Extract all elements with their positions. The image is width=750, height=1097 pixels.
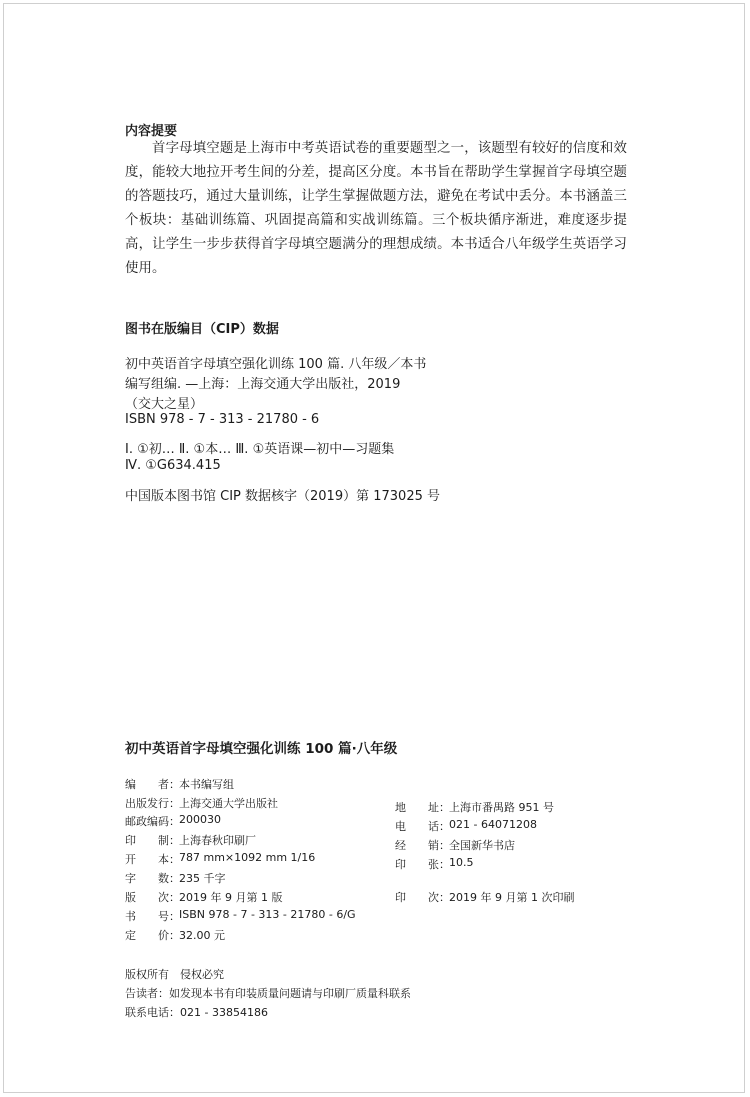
info-value-format: 787 mm×1092 mm 1/16 [179, 851, 316, 864]
cip-line: 初中英语首字母填空强化训练 100 篇. 八年级／本书 [125, 357, 427, 372]
info-label-printer: 印 制： [125, 834, 180, 847]
cip-line: 编写组编. —上海：上海交通大学出版社，2019 [125, 377, 401, 392]
info-label-format: 开 本： [125, 853, 180, 866]
info-label-publisher: 出版发行： [125, 797, 180, 810]
info-value-postcode: 200030 [179, 813, 221, 826]
info-label-isbn: 书 号： [125, 910, 180, 923]
info-value-printer: 上海春秋印刷厂 [179, 834, 256, 847]
info-value-distributor: 全国新华书店 [449, 839, 515, 852]
info-label-impression: 印 次： [395, 891, 450, 904]
summary-paragraph: 首字母填空题是上海市中考英语试卷的重要题型之一，该题型有较好的信度和效度，能较大地拉开考生间的分差，提高区分度。本书旨在帮助学生掌握首字母填空题的答题技巧，通过大量训练，让学生掌握做题方法，避免在考试中丢分。本书涵盖三个板块：基础训练篇、巩固提高篇和实战训练篇。三个板块循序渐进，难度逐步提高，让学生一步步获得首字母填空题满分的理想成绩。本书适合八年级学生英语学习使用。 [125, 141, 627, 276]
info-value-editor: 本书编写组 [179, 778, 234, 791]
cip-classification: Ⅰ. ①初… Ⅱ. ①本… Ⅲ. ①英语课—初中—习题集 [125, 442, 395, 457]
cip-heading: 图书在版编目（CIP）数据 [125, 322, 279, 337]
info-label-edition: 版 次： [125, 891, 180, 904]
info-value-address: 上海市番禺路 951 号 [449, 801, 554, 814]
info-value-impression: 2019 年 9 月第 1 次印刷 [449, 891, 575, 904]
copyright-notice: 版权所有 侵权必究 [125, 968, 224, 981]
cip-isbn: ISBN 978 - 7 - 313 - 21780 - 6 [125, 412, 320, 427]
info-value-edition: 2019 年 9 月第 1 版 [179, 891, 283, 904]
reader-notice: 告读者：如发现本书有印装质量问题请与印刷厂质量科联系 [125, 987, 411, 1000]
info-label-word-count: 字 数： [125, 872, 180, 885]
contact-phone: 联系电话：021 - 33854186 [125, 1006, 268, 1019]
info-label-address: 地 址： [395, 801, 450, 814]
info-value-phone: 021 - 64071208 [449, 818, 537, 831]
info-value-publisher: 上海交通大学出版社 [179, 797, 278, 810]
cip-classification-number: Ⅳ. ①G634.415 [125, 458, 221, 473]
cip-record-number: 中国版本图书馆 CIP 数据核字（2019）第 173025 号 [125, 489, 440, 504]
cip-line: （交大之星） [125, 397, 204, 412]
info-value-isbn: ISBN 978 - 7 - 313 - 21780 - 6/G [179, 908, 356, 921]
info-label-editor: 编 者： [125, 778, 180, 791]
info-value-price: 32.00 元 [179, 929, 225, 942]
info-label-postcode: 邮政编码： [125, 815, 180, 828]
info-label-distributor: 经 销： [395, 839, 450, 852]
info-label-price: 定 价： [125, 929, 180, 942]
summary-heading: 内容提要 [125, 124, 178, 139]
info-value-sheets: 10.5 [449, 856, 474, 869]
info-value-word-count: 235 千字 [179, 872, 226, 885]
info-label-phone: 电 话： [395, 820, 450, 833]
book-title: 初中英语首字母填空强化训练 100 篇·八年级 [125, 741, 398, 757]
info-label-sheets: 印 张： [395, 858, 450, 871]
